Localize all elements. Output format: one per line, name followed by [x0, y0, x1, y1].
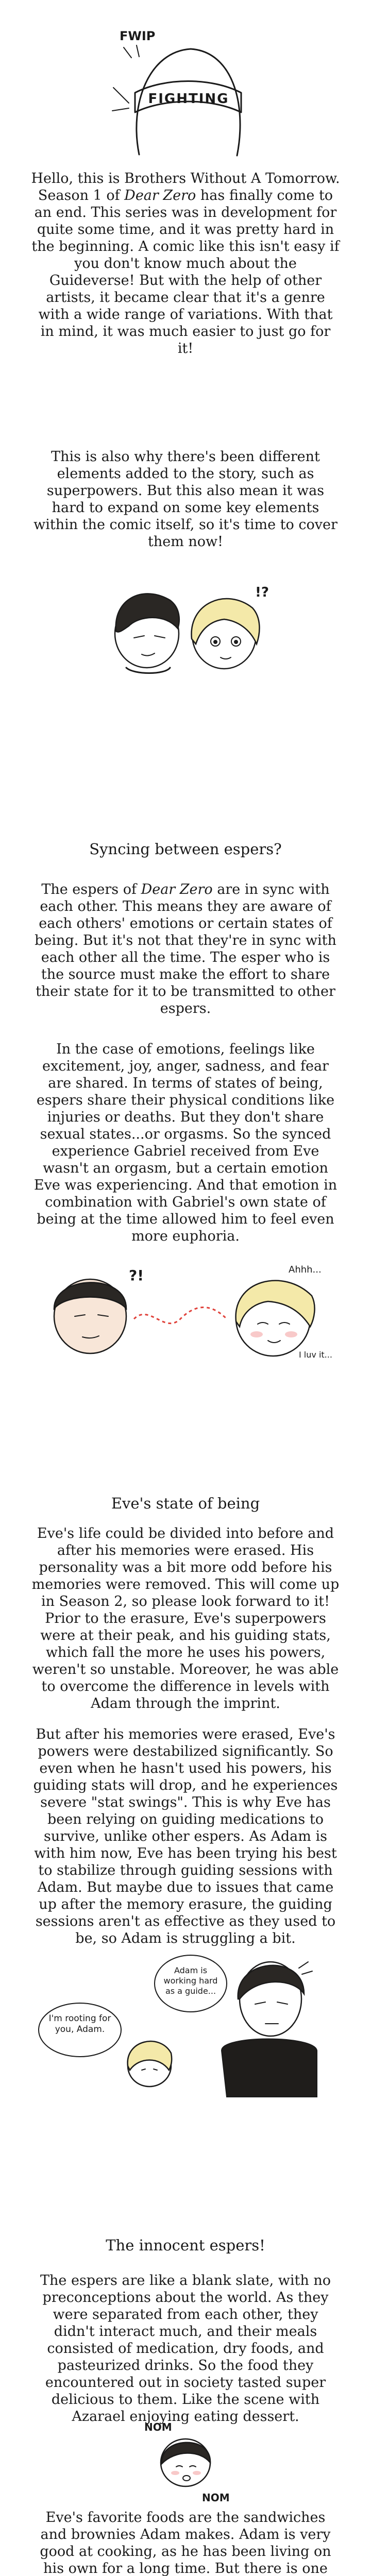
syncing-paragraph-1-full: The espers of Dear Zero are in sync with each other. This means they are aware of each others' emotions or certain states of being. But it's not that they're in sync with each other all the time. The esper who is the source must make the effort to share their state for it to be transmitted to other espers. — [31, 881, 340, 1017]
innocent-heading: The innocent espers! — [106, 2236, 265, 2254]
syncing-paragraph-2: In the case of emotions, feelings like excitement, joy, anger, sadness, and fear are shared. In terms of states of being, espers share their physical conditions like injuries or deaths. But they don't share sexual states...or orgasms. So the synced experience Gabriel received from Eve wasn't an orgasm, but a certain emotion Eve was experiencing. And that emotion in combination with Gabriel's own state of being at the time allowed him to feel even more euphoria. — [33, 1041, 338, 1244]
innocent-paragraph-1: The espers are like a blank slate, with no preconceptions about the world. As they were separated from each other, they didn't interact much, and their meals consisted of medication, dry foods, and pasteurized drinks. So the food they encountered out in society tasted super delicious to them. Like the scene with Azarael enjoying eating dessert. — [40, 2273, 331, 2425]
adam-chibi — [115, 594, 179, 673]
eve-sfx-2: I luv it... — [299, 1350, 332, 1360]
gabriel-chibi — [54, 1267, 144, 1353]
syncing-heading: Syncing between espers? — [89, 840, 282, 858]
fwip-sfx: FWIP — [120, 29, 156, 43]
adam-bubble-text: Adam is working hard as a guide... — [163, 1965, 218, 1996]
intro-paragraph-2: This is also why there's been different elements added to the story, such as superpowers. But this also mean it was hard to expand on some key elements within the comic itself, so it's time to cover them now! — [33, 449, 338, 550]
eve-state-heading: Eve's state of being — [111, 1495, 260, 1512]
eve-state-paragraph-2: But after his memories were erased, Eve's powers were destabilized significantly. So even when he hasn't used his powers, his guiding stats will drop, and he experiences severe "stat swings". This is why Eve has been relying on guiding medications to survive, unlike other espers. As Adam is with him now, Eve has been trying his best to stabilize through guiding sessions with Adam. But maybe due to issues that came up after the memory erasure, the guiding sessions aren't as effective as they used to be, so Adam is struggling a bit. — [33, 1726, 338, 1946]
sweat-lines — [299, 1962, 312, 1974]
headband-tail — [112, 88, 129, 111]
eve-small-chibi — [128, 2041, 172, 2087]
surprise-mark: !? — [255, 585, 269, 600]
nom-art — [139, 2416, 232, 2504]
intro-paragraph-1: Hello, this is Brothers Without A Tomorrow. Season 1 of Dear Zero has finally come to an end. This series was in development for quite some time, and it was pretty hard in the beginning. A comic like this isn't easy if you don't know much about the Guideverse! But with the help of other artists, it became clear that it's a genre with a wide range of variations. With that in mind, it was much easier to just go for it! — [31, 171, 340, 357]
eve-sfx: Ahhh... — [289, 1264, 322, 1275]
eve-chibi — [192, 585, 269, 669]
intro-section — [0, 0, 371, 587]
adam-guide — [222, 1962, 317, 2097]
azarael-chibi — [161, 2439, 210, 2486]
motion-lines — [124, 45, 139, 58]
sync-art — [41, 1252, 330, 1370]
intro-chibi-headband — [108, 21, 263, 160]
eve-bubble-text: I'm rooting for you, Adam. — [48, 2013, 111, 2035]
sync-wave — [134, 1308, 227, 1324]
gabriel-sfx: ?! — [129, 1267, 144, 1284]
intro-duo-art — [98, 572, 273, 680]
guiding-art — [36, 1937, 335, 2102]
eve-state-paragraph-1: Eve's life could be divided into before and after his memories were erased. His personality was a bit more odd before his memories were removed. This will come up in Season 2, so please look forward to it! Prior to the erasure, Eve's superpowers were at their peak, and his guiding stats, which fall the more he uses his powers, weren't so unstable. Moreover, he was able to overcome the difference in levels with Adam through the imprint. — [31, 1526, 340, 1711]
innocent-paragraph-2: Eve's favorite foods are the sandwiches and brownies Adam makes. Adam is very good at cooking, as he has been living on his own for a long time. But there is one — [40, 2510, 331, 2576]
nom-sfx-2: NOM — [202, 2492, 230, 2504]
headband-text: FIGHTING — [148, 91, 229, 107]
eve-sync-chibi — [236, 1264, 332, 1360]
nom-sfx-1: NOM — [144, 2421, 172, 2433]
